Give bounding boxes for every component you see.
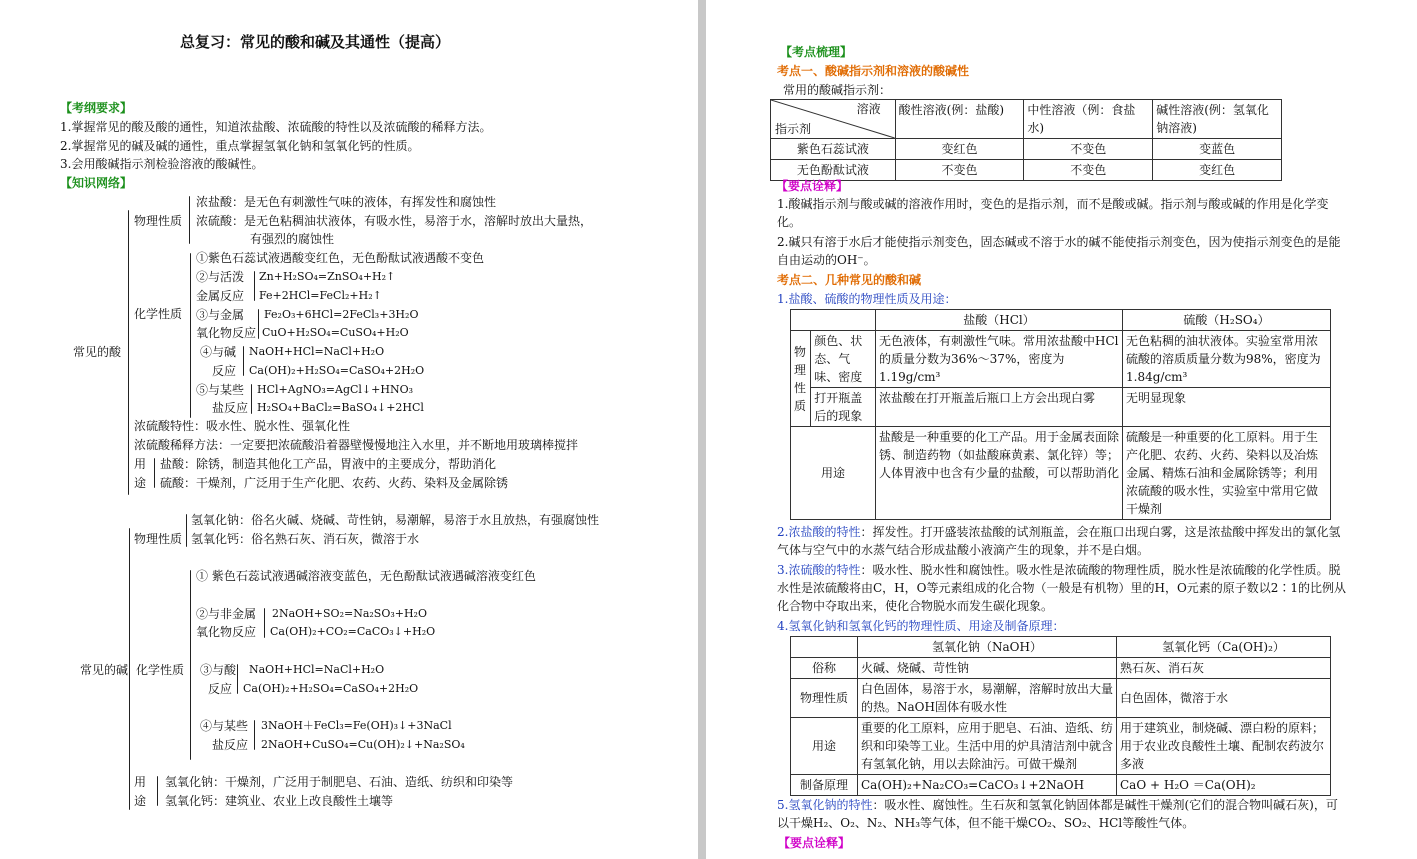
indicator-header-acid: 酸性溶液(例：盐酸) — [895, 100, 1024, 139]
para-5 — [777, 796, 1347, 832]
cell: 俗称 — [791, 658, 858, 679]
indicator-row — [771, 139, 1282, 160]
cell: 物理性质 — [791, 679, 858, 718]
base-table — [790, 636, 1331, 796]
kaodian-1-intro: 常用的酸碱指示剂： — [783, 83, 892, 97]
zhishi-heading: 【知识网络】 — [60, 176, 133, 190]
cell: 无明显现象 — [1123, 388, 1331, 427]
acid-col-hcl: 盐酸（HCl） — [876, 310, 1123, 331]
acid-chem-5b: 盐反应 — [212, 401, 249, 415]
cell: 白色固体，易溶于水，易潮解，溶解时放出大量的热。NaOH固体有吸水性 — [858, 679, 1117, 718]
base-chem-3b: 反应 — [208, 682, 233, 696]
indicator-header-base: 碱性溶液(例：氢氧化钠溶液) — [1153, 100, 1282, 139]
cell: 白色固体，微溶于水 — [1117, 679, 1331, 718]
cell: 无色酚酞试液 — [771, 160, 896, 181]
acid-eq-fe2o3: Fe₂O₃+6HCl=2FeCl₃+3H₂O — [264, 308, 419, 321]
base-eq-hcl: NaOH+HCl=NaCl+H₂O — [249, 663, 385, 676]
acid-use-2: 硫酸：干燥剂，广泛用于生产化肥、农药、火药、染料及金属除锈 — [160, 476, 509, 490]
indicator-diag-cell — [771, 100, 896, 139]
para-4-head: 3.浓硫酸的特性 — [777, 563, 861, 577]
right-page — [706, 0, 1417, 859]
acid-chem-3b: 氧化物反应 — [196, 326, 257, 340]
base-root: 常见的碱 — [80, 663, 129, 677]
kaodian-heading: 【考点梳理】 — [780, 45, 853, 59]
para-4 — [777, 561, 1347, 615]
cell: 制备原理 — [791, 775, 858, 796]
base-col-naoh: 氢氧化钠（NaOH） — [858, 637, 1117, 658]
table-row — [791, 718, 1331, 775]
cell: 用途 — [791, 718, 858, 775]
acid-eq-zn: Zn+H₂SO₄=ZnSO₄+H₂↑ — [259, 270, 396, 283]
base-c3-brace — [237, 664, 238, 694]
base-chem-2b: 氧化物反应 — [196, 625, 257, 639]
cell: 熟石灰、消石灰 — [1117, 658, 1331, 679]
left-page — [0, 0, 698, 859]
acid-c2-brace — [254, 271, 255, 301]
para-4-body: ：吸水性、脱水性和腐蚀性。吸水性是浓硫酸的物理性质，脱水性是浓硫酸的化学性质。脱水性是浓硫酸将由C，H，O等元素组成的化合物（一般是有机物）里的H，O元素的原子数以2∶1的比例从化合物中夺取出来，使化合物脱水而发生碳化现象。 — [777, 563, 1347, 613]
cell: 火碱、烧碱、苛性钠 — [858, 658, 1117, 679]
acid-brace — [128, 210, 129, 495]
acid-use-b: 途 — [134, 476, 147, 490]
acid-c4-brace — [243, 346, 244, 376]
kaodian-2-title: 考点二、几种常见的酸和碱 — [777, 273, 922, 287]
base-eq-so2: 2NaOH+SO₂=Na₂SO₃+H₂O — [272, 607, 427, 620]
base-use-1: 氢氧化钠：干燥剂，广泛用于制肥皂、石油、造纸、纺织和印染等 — [165, 775, 514, 789]
base-chem-1: ① 紫色石蕊试液遇碱溶液变蓝色，无色酚酞试液遇碱溶液变红色 — [196, 569, 536, 583]
cell: 不变色 — [1024, 139, 1153, 160]
cell: 变红色 — [1153, 160, 1282, 181]
table-row — [791, 658, 1331, 679]
indicator-header-neutral: 中性溶液（例：食盐水) — [1024, 100, 1153, 139]
kaodian-1-title: 考点一、酸碱指示剂和溶液的酸碱性 — [777, 64, 970, 78]
acid-special: 浓硫酸特性：吸水性、脱水性、强氧化性 — [134, 419, 351, 433]
acid-chem-4a: ④与碱 — [200, 345, 237, 359]
cell: Ca(OH)₂+Na₂CO₃=CaCO₃↓+2NaOH — [858, 775, 1117, 796]
acid-chem-2b: 金属反应 — [196, 289, 245, 303]
cell: 不变色 — [895, 160, 1024, 181]
kaogang-item-2: 2.掌握常见的碱及碱的通性，重点掌握氢氧化钠和氢氧化钙的性质。 — [60, 139, 420, 153]
acid-chem-3a: ③与金属 — [196, 308, 245, 322]
cell: CaO + H₂O ＝Ca(OH)₂ — [1117, 775, 1331, 796]
cell: 盐酸是一种重要的化工产品。用于金属表面除锈、制造药物（如盐酸麻黄素、氯化锌）等；人体胃液中也含有少量的盐酸，可以帮助消化 — [876, 427, 1123, 520]
base-eq-fecl3: 3NaOH＋FeCl₃=Fe(OH)₃↓+3NaCl — [261, 719, 452, 732]
base-eq-h2so4: Ca(OH)₂+H₂SO₄=CaSO₄+2H₂O — [243, 682, 419, 695]
base-use-a: 用 — [134, 775, 147, 789]
para-5-head: 5.氢氧化钠的特性 — [777, 798, 873, 812]
para-3-body: ：挥发性。打开盛装浓盐酸的试剂瓶盖，会在瓶口出现白雾，这是浓盐酸中挥发出的氯化氢气体与空气中的水蒸气结合形成盐酸小液滴产生的现象，并不是白烟。 — [777, 525, 1341, 557]
acid-col-h2so4: 硫酸（H₂SO₄） — [1123, 310, 1331, 331]
acid-use-a: 用 — [134, 457, 147, 471]
base-eq-cuso4: 2NaOH+CuSO₄=Cu(OH)₂↓+Na₂SO₄ — [261, 738, 465, 751]
para-2: 2.碱只有溶于水后才能使指示剂变色，固态碱或不溶于水的碱不能使指示剂变色，因为使指示剂变色的是能自由运动的OH⁻。 — [777, 235, 1341, 267]
cell: 变红色 — [895, 139, 1024, 160]
cell: 紫色石蕊试液 — [771, 139, 896, 160]
para-3-head: 2.浓盐酸的特性 — [777, 525, 861, 539]
base-chem-3a: ③与酸 — [200, 663, 237, 677]
acid-root: 常见的酸 — [73, 345, 122, 359]
para-5-body: ：吸水性、腐蚀性。生石灰和氢氧化钠固体都是碱性干燥剂(它们的混合物叫碱石灰)，可以干燥H₂、O₂、N₂、NH₃等气体，但不能干燥CO₂、SO₂、HCl等酸性气体。 — [777, 798, 1338, 830]
base-chem-4b: 盐反应 — [212, 738, 249, 752]
base-phys-label: 物理性质 — [134, 532, 183, 546]
base-chem-label: 化学性质 — [136, 663, 185, 677]
acid-row-label: 颜色、状态、气味、密度 — [811, 331, 876, 388]
acid-eq-caoh2: Ca(OH)₂+H₂SO₄=CaSO₄+2H₂O — [249, 364, 425, 377]
yaodian-heading-1: 【要点诠释】 — [776, 179, 849, 193]
acid-phys-2b: 有强烈的腐蚀性 — [250, 232, 335, 246]
base-brace — [129, 528, 130, 810]
base-phys-brace — [186, 514, 187, 547]
acid-phys-1: 浓盐酸：是无色有刺激性气味的液体，有挥发性和腐蚀性 — [196, 195, 497, 209]
cell: 用于建筑业，制烧碱、漂白粉的原料；用于农业改良酸性土壤、配制农药波尔多液 — [1117, 718, 1331, 775]
base-phys-1: 氢氧化钠：俗名火碱、烧碱、苛性钠，易潮解，易溶于水且放热，有强腐蚀性 — [191, 513, 600, 527]
acid-phys-brace — [189, 196, 190, 244]
base-use-2: 氢氧化钙：建筑业、农业上改良酸性土壤等 — [165, 794, 394, 808]
base-c2-brace — [264, 608, 265, 638]
acid-eq-agno3: HCl+AgNO₃=AgCl↓+HNO₃ — [257, 383, 413, 396]
table-row — [791, 679, 1331, 718]
acid-phys-label: 物理性质 — [134, 214, 183, 228]
cell: 不变色 — [1024, 160, 1153, 181]
acid-eq-fe: Fe+2HCl=FeCl₂+H₂↑ — [259, 289, 382, 302]
acid-phys-2a: 浓硫酸：是无色粘稠油状液体，有吸水性，易溶于水，溶解时放出大量热， — [196, 214, 593, 228]
acid-eq-bacl2: H₂SO₄+BaCl₂=BaSO₄↓+2HCl — [257, 401, 424, 414]
kaogang-item-3: 3.会用酸碱指示剂检验溶液的酸碱性。 — [60, 157, 264, 171]
acid-c3-brace — [258, 309, 259, 339]
base-col-caoh2: 氢氧化钙（Ca(OH)₂） — [1117, 637, 1331, 658]
acid-chem-4b: 反应 — [212, 364, 237, 378]
acid-row-label: 用途 — [791, 427, 876, 520]
diag-bottom-label: 指示剂 — [775, 122, 812, 136]
kaodian-2-sub-4: 4.氢氧化钠和氢氧化钙的物理性质、用途及制备原理： — [777, 619, 1065, 633]
base-chem-4a: ④与某些 — [200, 719, 249, 733]
base-use-brace — [157, 776, 158, 806]
cell: 浓盐酸在打开瓶盖后瓶口上方会出现白雾 — [876, 388, 1123, 427]
base-use-b: 途 — [134, 794, 147, 808]
acid-row-label: 打开瓶盖后的现象 — [811, 388, 876, 427]
cell: 无色粘稠的油状液体。实验室常用浓硫酸的溶质质量分数为98%，密度为1.84g/cm³ — [1123, 331, 1331, 388]
cell: 重要的化工原料，应用于肥皂、石油、造纸、纺织和印染等工业。生活中用的炉具清洁剂中就含有氢氧化钠，用以去除油污。可做干燥剂 — [858, 718, 1117, 775]
page-title: 总复习：常见的酸和碱及其通性（提高） — [180, 33, 451, 51]
acid-use-1: 盐酸：除锈，制造其他化工产品，胃液中的主要成分，帮助消化 — [160, 457, 497, 471]
para-3 — [777, 523, 1347, 559]
acid-chem-brace — [190, 253, 191, 418]
acid-group-label: 物理性质 — [791, 331, 811, 427]
base-c4-brace — [254, 720, 255, 750]
acid-chem-2a: ②与活泼 — [196, 270, 245, 284]
acid-eq-naoh: NaOH+HCl=NaCl+H₂O — [249, 345, 385, 358]
table-row — [791, 775, 1331, 796]
acid-chem-5a: ⑤与某些 — [196, 383, 245, 397]
base-chem-brace — [190, 570, 191, 760]
acid-table — [790, 309, 1331, 520]
acid-dilute: 浓硫酸稀释方法：一定要把浓硫酸沿着器壁慢慢地注入水里，并不断地用玻璃棒搅拌 — [134, 438, 579, 452]
cell: 硫酸是一种重要的化工原料。用于生产化肥、农药、火药、染料以及冶炼金属、精炼石油和金属除锈等；利用浓硫酸的吸水性，实验室中常用它做干燥剂 — [1123, 427, 1331, 520]
base-chem-2a: ②与非金属 — [196, 607, 257, 621]
cell: 变蓝色 — [1153, 139, 1282, 160]
cell: 无色液体，有刺激性气味。常用浓盐酸中HCl的质量分数为36%～37%，密度为1.19g/cm³ — [876, 331, 1123, 388]
acid-chem-label: 化学性质 — [134, 307, 183, 321]
diag-top-label: 溶液 — [856, 102, 881, 116]
para-1: 1.酸碱指示剂与酸或碱的溶液作用时，变色的是指示剂，而不是酸或碱。指示剂与酸或碱的作用是化学变化。 — [777, 197, 1329, 229]
acid-chem-1: ①紫色石蕊试液遇酸变红色，无色酚酞试液遇酸不变色 — [196, 251, 485, 265]
acid-use-brace — [154, 458, 155, 488]
kaogang-item-1: 1.掌握常见的酸及酸的通性，知道浓盐酸、浓硫酸的特性以及浓硫酸的稀释方法。 — [60, 120, 492, 134]
base-phys-2: 氢氧化钙：俗名熟石灰、消石灰，微溶于水 — [191, 532, 420, 546]
base-eq-co2: Ca(OH)₂+CO₂=CaCO₃↓+H₂O — [270, 625, 436, 638]
kaogang-heading: 【考纲要求】 — [60, 101, 133, 115]
acid-c5-brace — [251, 384, 252, 414]
indicator-table — [770, 99, 1282, 181]
acid-eq-cuo: CuO+H₂SO₄=CuSO₄+H₂O — [262, 326, 409, 339]
kaodian-2-sub-1: 1.盐酸、硫酸的物理性质及用途： — [777, 292, 957, 306]
yaodian-heading-2: 【要点诠释】 — [778, 836, 851, 850]
